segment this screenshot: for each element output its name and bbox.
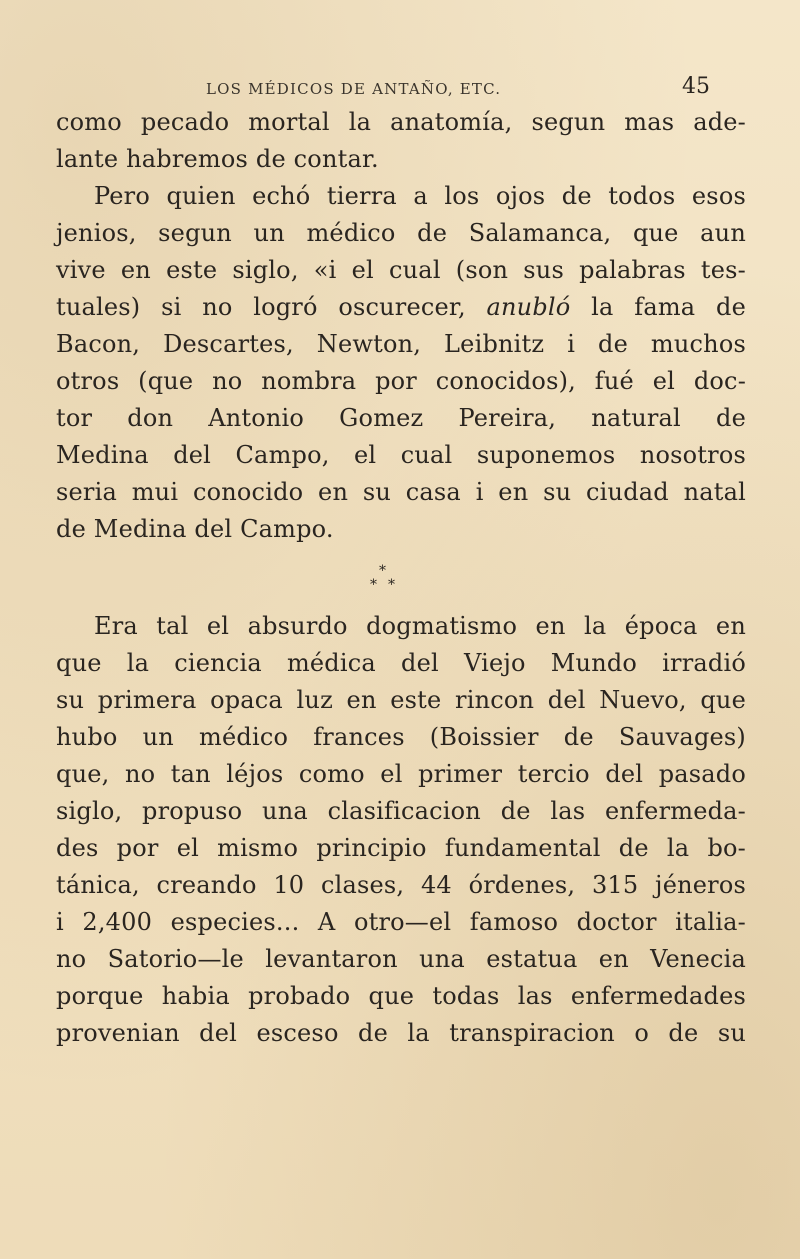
text-line: Pero quien echó tierra a los ojos de todos esos <box>94 182 746 210</box>
text-line: de Medina del Campo. <box>56 515 334 543</box>
text-line: seria mui conocido en su casa i en su ciudad natal <box>56 478 746 506</box>
text-line: que, no tan léjos como el primer tercio del pasado <box>56 760 746 788</box>
text-line: que la ciencia médica del Viejo Mundo irradió <box>56 649 746 677</box>
text-line: porque habia probado que todas las enfermedades <box>56 982 746 1010</box>
page-number: 45 <box>682 74 710 99</box>
line-text: tuales) si no logró oscurecer, <box>56 293 487 321</box>
italic-word: anubló <box>486 293 571 321</box>
text-line: tánica, creando 10 clases, 44 órdenes, 315 jéneros <box>56 871 746 899</box>
text-line: Bacon, Descartes, Newton, Leibnitz i de muchos <box>56 330 746 358</box>
text-line: Era tal el absurdo dogmatismo en la época en <box>94 612 746 640</box>
running-title: LOS MÉDICOS DE ANTAÑO, ETC. <box>206 80 502 98</box>
text-line: des por el mismo principio fundamental de la bo- <box>56 834 746 862</box>
text-line: tor don Antonio Gomez Pereira, natural de <box>56 404 746 432</box>
text-line: su primera opaca luz en este rincon del Nuevo, que <box>56 686 746 714</box>
text-line: otros (que no nombra por conocidos), fué el doc- <box>56 367 746 395</box>
text-line: provenian del esceso de la transpiracion o de su <box>56 1019 746 1047</box>
body-text <box>56 104 746 1052</box>
text-line: vive en este siglo, «i el cual (son sus palabras tes- <box>56 256 746 284</box>
line-text-end: la fama de <box>570 293 746 321</box>
running-header <box>56 74 756 104</box>
text-line: jenios, segun un médico de Salamanca, que aun <box>56 219 746 247</box>
text-line: lante habremos de contar. <box>56 145 379 173</box>
asterisk: * <box>388 577 395 593</box>
text-line: hubo un médico frances (Boissier de Sauvages) <box>56 723 746 751</box>
text-line: no Satorio—le levantaron una estatua en Venecia <box>56 945 746 973</box>
text-line-with-italic <box>56 289 746 326</box>
text-line: siglo, propuso una clasificacion de las enfermeda- <box>56 797 746 825</box>
text-line: Medina del Campo, el cual suponemos nosotros <box>56 441 746 469</box>
asterism-separator <box>56 548 746 608</box>
text-line: como pecado mortal la anatomía, segun mas ade- <box>56 108 746 136</box>
text-line: i 2,400 especies... A otro—el famoso doctor italia- <box>56 908 746 936</box>
asterisk: * <box>379 563 386 579</box>
asterisk: * <box>370 577 377 593</box>
